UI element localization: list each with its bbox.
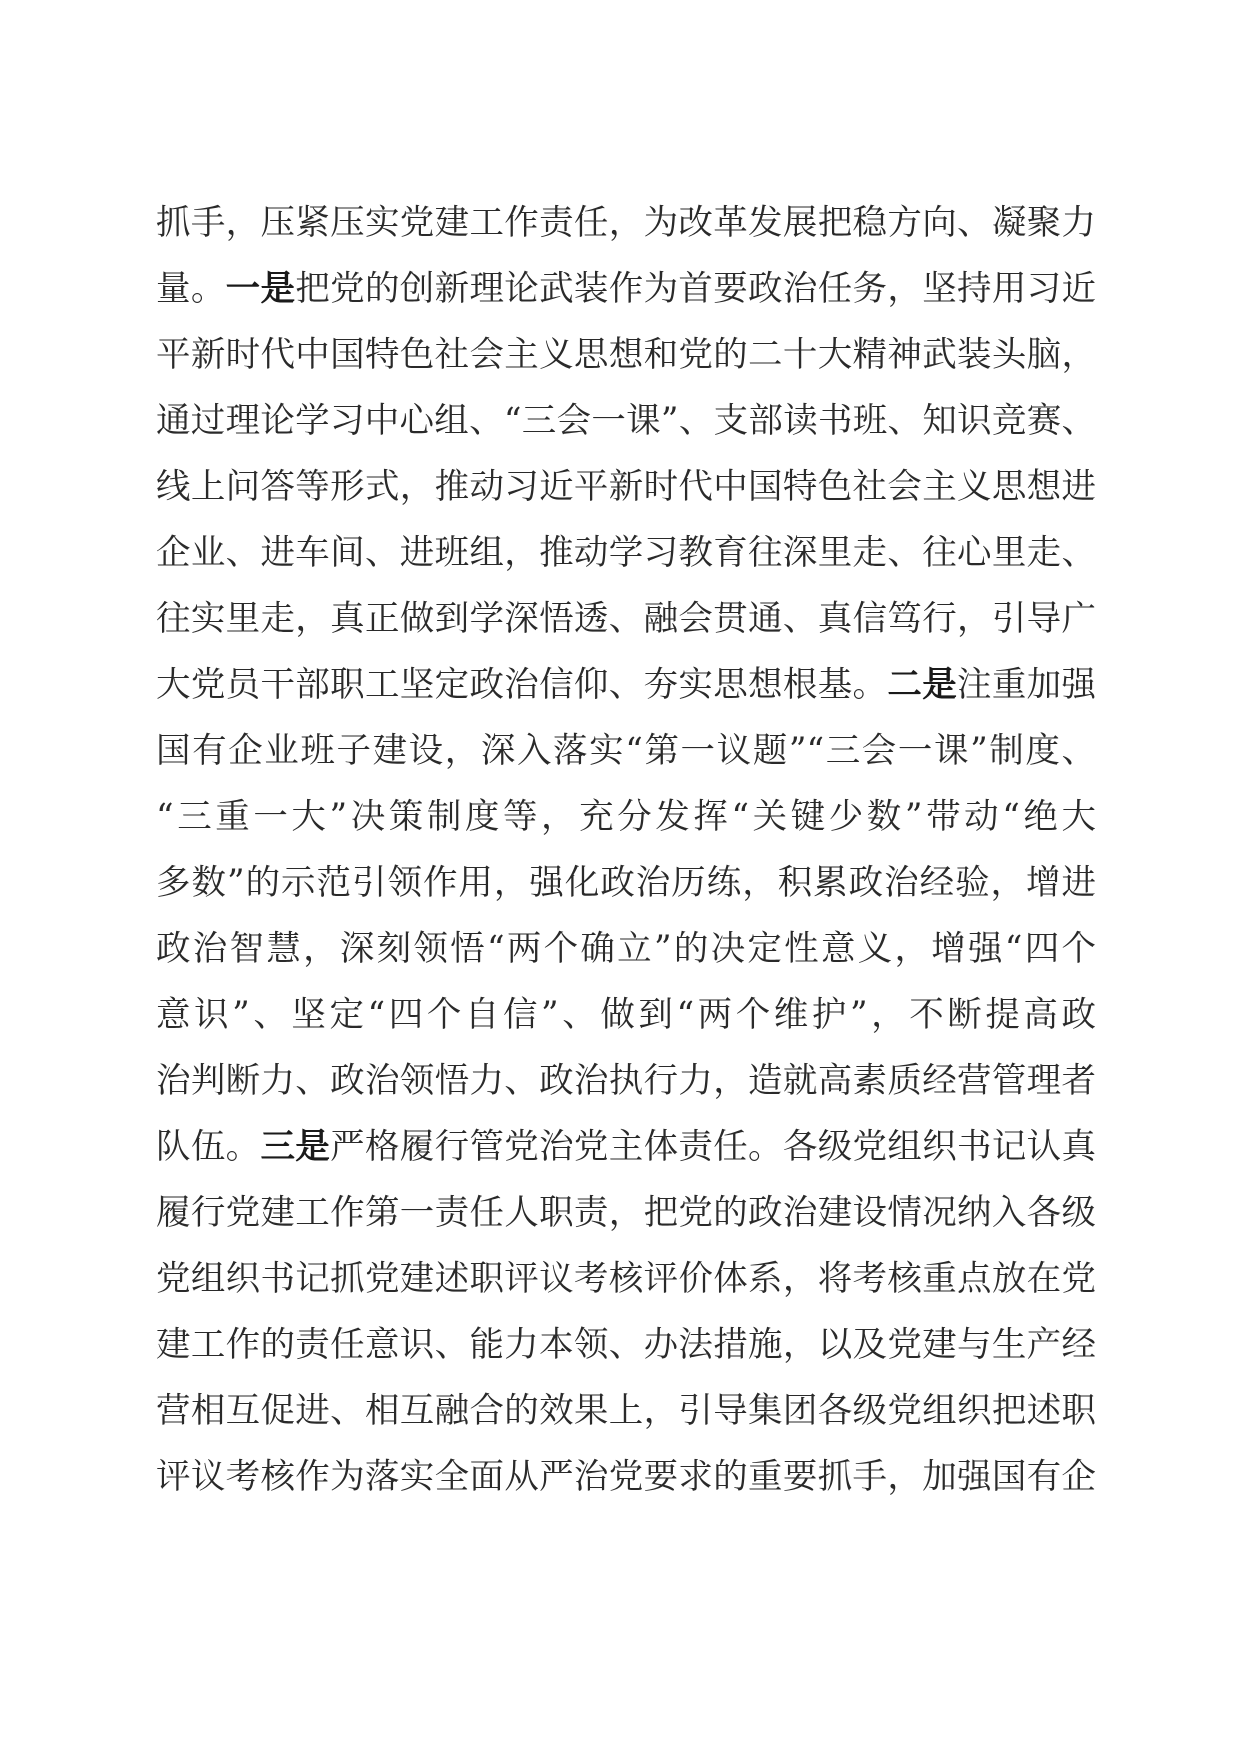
text-line	[156, 520, 1096, 586]
text-run: 量。	[156, 269, 226, 309]
text-run: 评议考核作为落实全面从严治党要求的重要抓手，加强国有企	[156, 1457, 1096, 1497]
text-run: 党组织书记抓党建述职评议考核评价体系，将考核重点放在党	[156, 1259, 1096, 1299]
text-line	[156, 1444, 1096, 1510]
text-line	[156, 322, 1096, 388]
text-run: 往实里走，真正做到学深悟透、融会贯通、真信笃行，引导广	[156, 599, 1096, 639]
emphasis-label: 二是	[887, 665, 958, 705]
text-line	[156, 652, 1096, 718]
text-line	[156, 454, 1096, 520]
text-run: 治判断力、政治领悟力、政治执行力，造就高素质经营管理者	[156, 1061, 1096, 1101]
text-line	[156, 586, 1096, 652]
text-run: 履行党建工作第一责任人职责，把党的政治建设情况纳入各级	[156, 1193, 1096, 1233]
text-run: 通过理论学习中心组、“三会一课”、支部读书班、知识竞赛、	[156, 401, 1096, 441]
text-line	[156, 718, 1096, 784]
text-run: 队伍。	[156, 1127, 261, 1167]
text-run: 建工作的责任意识、能力本领、办法措施，以及党建与生产经	[156, 1325, 1096, 1365]
text-run: 线上问答等形式，推动习近平新时代中国特色社会主义思想进	[156, 467, 1096, 507]
text-line	[156, 190, 1096, 256]
text-line	[156, 982, 1096, 1048]
text-run: 营相互促进、相互融合的效果上，引导集团各级党组织把述职	[156, 1391, 1096, 1431]
text-line	[156, 388, 1096, 454]
text-line	[156, 1246, 1096, 1312]
text-line	[156, 1114, 1096, 1180]
text-run: 注重加强	[957, 665, 1097, 705]
text-line	[156, 1180, 1096, 1246]
text-run: 多数”的示范引领作用，强化政治历练，积累政治经验，增进	[156, 863, 1096, 903]
text-line	[156, 1048, 1096, 1114]
text-run: 严格履行管党治党主体责任。各级党组织书记认真	[330, 1127, 1097, 1167]
text-run: 大党员干部职工坚定政治信仰、夯实思想根基。	[156, 665, 888, 705]
body-paragraph	[156, 190, 1096, 1510]
text-line	[156, 1378, 1096, 1444]
text-run: 平新时代中国特色社会主义思想和党的二十大精神武装头脑，	[156, 335, 1096, 375]
emphasis-label: 三是	[260, 1127, 331, 1167]
text-run: 国有企业班子建设，深入落实“第一议题”“三会一课”制度、	[156, 731, 1097, 771]
text-line	[156, 1312, 1096, 1378]
text-run: 意识”、坚定“四个自信”、做到“两个维护”，不断提高政	[156, 995, 1096, 1035]
text-run: 抓手，压紧压实党建工作责任，为改革发展把稳方向、凝聚力	[156, 203, 1096, 243]
text-line	[156, 256, 1096, 322]
text-run: “三重一大”决策制度等，充分发挥“关键少数”带动“绝大	[156, 797, 1096, 837]
text-run: 把党的创新理论武装作为首要政治任务，坚持用习近	[295, 269, 1097, 309]
emphasis-label: 一是	[225, 269, 296, 309]
text-line	[156, 916, 1096, 982]
text-line	[156, 850, 1096, 916]
text-line	[156, 784, 1096, 850]
text-run: 政治智慧，深刻领悟“两个确立”的决定性意义，增强“四个	[156, 929, 1096, 969]
text-run: 企业、进车间、进班组，推动学习教育往深里走、往心里走、	[156, 533, 1096, 573]
